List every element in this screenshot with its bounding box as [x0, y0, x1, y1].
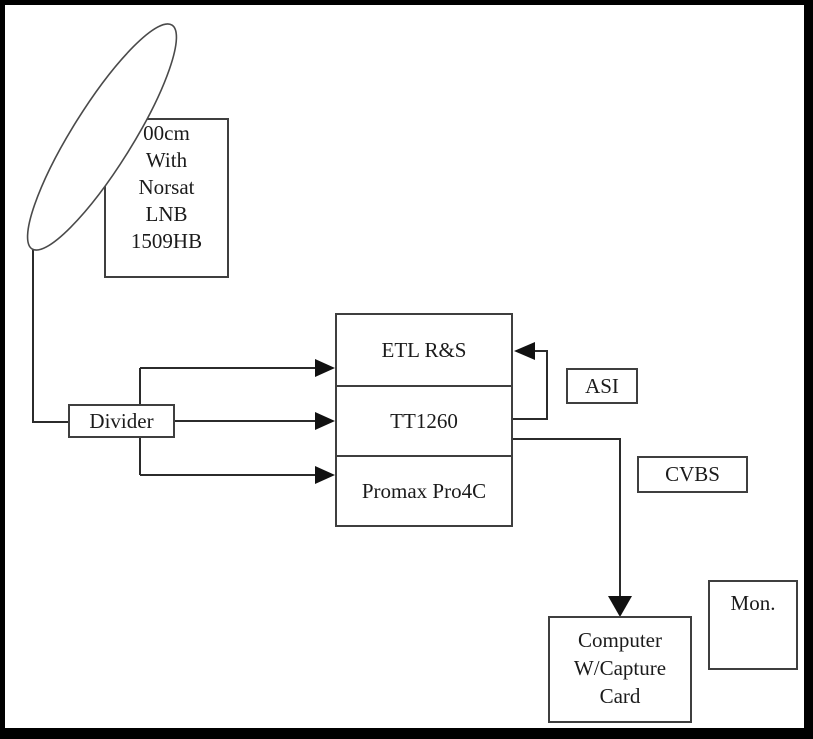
computer-label-line3: Card — [599, 684, 641, 708]
asi-label: ASI — [585, 373, 619, 398]
dish-size-label: 00cm — [143, 121, 190, 145]
dish-lnb-model-label: 1509HB — [130, 229, 203, 253]
cvbs-label-box — [637, 456, 748, 493]
stack-row-etl-rs — [337, 315, 511, 387]
arrowhead-to-computer — [608, 596, 632, 617]
divider-label: Divider — [89, 408, 154, 433]
arrowhead-to-promax — [315, 466, 335, 484]
cvbs-label: CVBS — [665, 462, 720, 486]
monitor-label: Mon. — [730, 591, 776, 615]
promax-pro4c-label: Promax Pro4C — [361, 478, 487, 503]
dish-lnb-brand-label: Norsat — [138, 175, 195, 199]
arrowhead-to-etl — [315, 359, 335, 377]
dish-to-divider-line — [33, 250, 68, 422]
asi-loop-line — [513, 351, 547, 419]
computer-label-line2: W/Capture — [573, 656, 667, 680]
computer-label-line1: Computer — [578, 628, 662, 652]
cvbs-line — [513, 439, 620, 597]
arrowhead-asi-loop — [514, 342, 535, 360]
satellite-dish-ellipse — [7, 9, 198, 265]
asi-label-box — [566, 368, 638, 404]
computer-box — [548, 616, 692, 723]
monitor-box — [708, 580, 798, 670]
receiver-stack-box — [335, 313, 513, 527]
stack-row-promax-pro4c — [337, 457, 511, 525]
dish-lnb-label: LNB — [145, 202, 188, 226]
divider-box — [68, 404, 175, 438]
dish-label-line: With — [145, 148, 188, 172]
arrowhead-to-tt1260 — [315, 412, 335, 430]
etl-rs-label: ETL R&S — [381, 337, 467, 362]
stack-row-tt1260 — [337, 387, 511, 457]
tt1260-label: TT1260 — [390, 408, 458, 433]
